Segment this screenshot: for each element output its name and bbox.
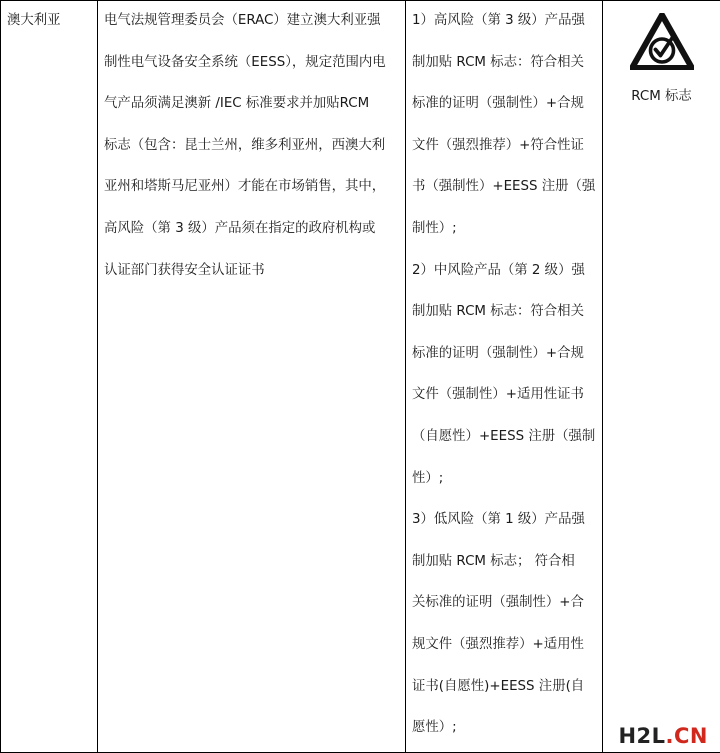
- requirements-text: [406, 0, 602, 749]
- requirement-line: 文件（强制性）+适用性证书: [412, 387, 584, 403]
- requirement-line: 书（强制性）+EESS 注册（强: [412, 179, 596, 195]
- rcm-mark-icon: [630, 13, 694, 70]
- description-cell: [98, 1, 406, 753]
- requirement-line: 制加贴 RCM 标志； 符合相: [412, 553, 575, 569]
- description-line: 高风险（第 3 级）产品须在指定的政府机构或: [104, 220, 376, 236]
- requirement-line: 愿性）;: [412, 720, 457, 736]
- requirement-line: 文件（强烈推荐）+符合性证: [412, 137, 584, 153]
- requirement-line: 1）高风险（第 3 级）产品强: [412, 13, 585, 28]
- requirement-line: 性）;: [412, 470, 444, 486]
- description-line: 认证部门获得安全认证证书: [104, 262, 265, 278]
- table-row: [1, 1, 720, 753]
- requirement-line: 标准的证明（强制性）+合规: [412, 345, 584, 361]
- description-line: 气产品须满足澳新 /IEC 标准要求并加贴RCM: [104, 96, 370, 112]
- requirement-line: 3）低风险（第 1 级）产品强: [412, 512, 585, 528]
- requirement-line: 关标准的证明（强制性）+合: [412, 595, 584, 611]
- country-cell: [1, 1, 98, 753]
- description-line: 标志（包含：昆士兰州，维多利亚州，西澳大利: [104, 137, 386, 153]
- description-line: 电气法规管理委员会（ERAC）建立澳大利亚强: [104, 13, 381, 28]
- requirement-line: （自愿性）+EESS 注册（强制: [412, 428, 596, 444]
- watermark-suffix: .CN: [665, 724, 708, 748]
- description-line: 制性电气设备安全系统（EESS），规定范围内电: [104, 54, 386, 70]
- country-name: 澳大利亚: [7, 13, 61, 28]
- watermark-prefix: H2L: [618, 724, 666, 748]
- description-text: [98, 0, 405, 291]
- mark-label: RCM 标志: [631, 89, 692, 104]
- requirement-line: 制加贴 RCM 标志：符合相关: [412, 54, 584, 70]
- site-watermark: [616, 724, 710, 748]
- requirement-line: 证书(自愿性)+EESS 注册(自: [412, 678, 585, 694]
- requirement-line: 2）中风险产品（第 2 级）强: [412, 262, 585, 278]
- mark-cell: [603, 1, 720, 753]
- requirement-line: 制加贴 RCM 标志：符合相关: [412, 304, 584, 320]
- requirement-line: 标准的证明（强制性）+合规: [412, 96, 584, 112]
- requirement-line: 规文件（强烈推荐）+适用性: [412, 636, 584, 652]
- description-line: 亚州和塔斯马尼亚州）才能在市场销售，其中，: [104, 179, 386, 195]
- requirement-line: 制性）;: [412, 220, 457, 236]
- requirements-cell: [406, 1, 603, 753]
